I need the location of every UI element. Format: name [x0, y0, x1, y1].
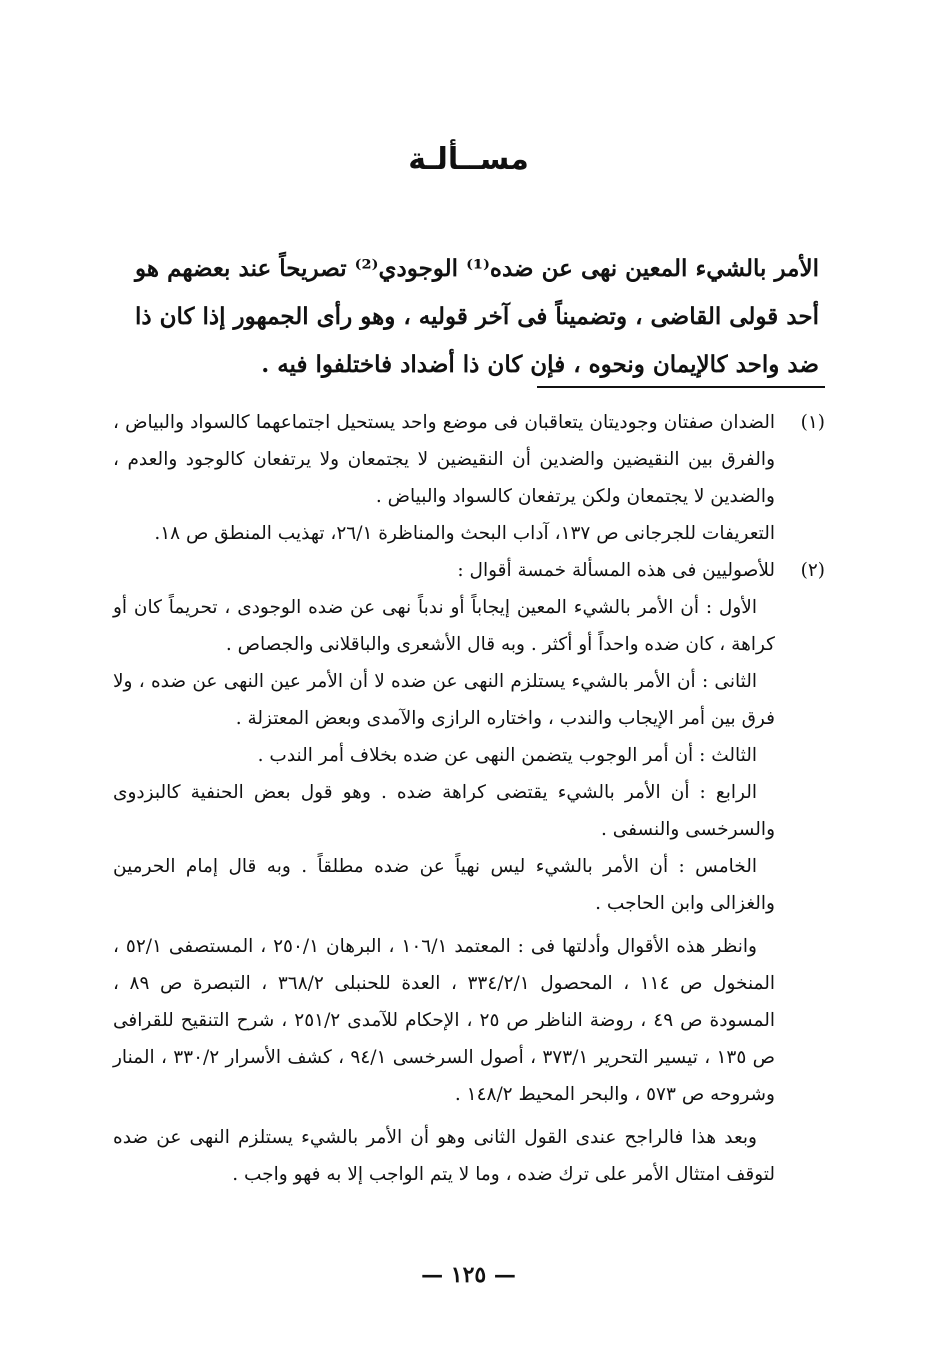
footnote-2 [113, 552, 825, 1193]
footnotes-section [113, 404, 825, 1193]
footnote-2-opinion-3: الثالث : أن أمر الوجوب يتضمن النهى عن ضده بخلاف أمر الندب . [257, 745, 757, 766]
footnote-2-opinion-1: الأول : أن الأمر بالشيء المعين إيجاباً أو ندباً نهى عن ضده الوجودى ، تحريماً كان أو كراهة ، كان ضده واحداً أو أكثر . وبه قال الأشعرى والباقلانى والجصاص . [113, 597, 775, 655]
footnote-separator [537, 386, 825, 388]
footnote-1-number: (١) [800, 412, 825, 433]
footnote-2-sources: وانظر هذه الأقوال وأدلتها فى : المعتمد ١٠٦/١ ، البرهان ٢٥٠/١ ، المستصفى ٥٢/١ ، المنخول ص ١١٤ ، المحصول ٣٣٤/٢/١ ، العدة للحنبلى ٣٦٨/٢ ، التبصرة ص ٨٩ ، المسودة ص ٤٩ ، روضة الناظر ص ٢٥ ، الإحكام للآمدى ٢٥١/٢ ، شرح التنقيح للقرافى ص ١٣٥ ، تيسير التحرير ٣٧٣/١ ، أصول السرخسى ٩٤/١ ، كشف الأسرار ٣٣٠/٢ ، المنار وشروحه ص ٥٧٣ ، والبحر المحيط ١٤٨/٢ . [113, 936, 776, 1105]
footnote-1-text: الضدان صفتان وجوديتان يتعاقبان فى موضع واحد يستحيل اجتماعهما كالسواد والبياض ، والفرق بين النقيضين والضدين أن النقيضين لا يجتمعان ولا يرتفعان كالوجود والعدم ، والضدين لا يجتمعان ولكن يرتفعان كالسواد والبياض . [113, 412, 775, 507]
footnote-2-opinion-2: الثانى : أن الأمر بالشيء يستلزم النهى عن ضده لا أن الأمر عين النهى عن ضده ، ولا فرق بين أمر الإيجاب والندب ، واختاره الرازى والآمدى وبعض المعتزلة . [113, 671, 775, 729]
main-paragraph: الأمر بالشيء المعين نهى عن ضده⁽¹⁾ الوجودي⁽²⁾ تصريحاً عند بعضهم هو أحد قولى القاضى ، وتضميناً فى آخر قوليه ، وهو رأى الجمهور إذا كان ذا ضد واحد كالإيمان ونحوه ، فإن كان ذا أضداد فاختلفوا فيه . [135, 255, 819, 378]
footnote-2-opinion-4: الرابع : أن الأمر بالشيء يقتضى كراهة ضده . وهو قول بعض الحنفية كالبزدوى والسرخسى والنسفى . [113, 782, 775, 840]
footnote-1-refs: التعريفات للجرجانى ص ١٣٧، آداب البحث والمناظرة ٢٦/١، تهذيب المنطق ص ١٨. [154, 523, 775, 544]
footnote-2-number: (٢) [800, 560, 825, 581]
footnote-2-opinion-5: الخامس : أن الأمر بالشيء ليس نهياً عن ضده مطلقاً . وبه قال إمام الحرمين والغزالى وابن الحاجب . [113, 856, 775, 914]
footnote-2-conclusion: وبعد هذا فالراجح عندى القول الثانى وهو أن الأمر بالشيء يستلزم النهى عن ضده لتوقف امتثال الأمر على ترك ضده ، وما لا يتم الواجب إلا به فهو واجب . [113, 1127, 775, 1185]
footnote-1 [113, 404, 825, 552]
page-title: مســألـة [408, 142, 529, 177]
footnote-2-intro: للأصوليين فى هذه المسألة خمسة أقوال : [457, 560, 775, 581]
page-number: — ١٢٥ — [421, 1262, 516, 1288]
